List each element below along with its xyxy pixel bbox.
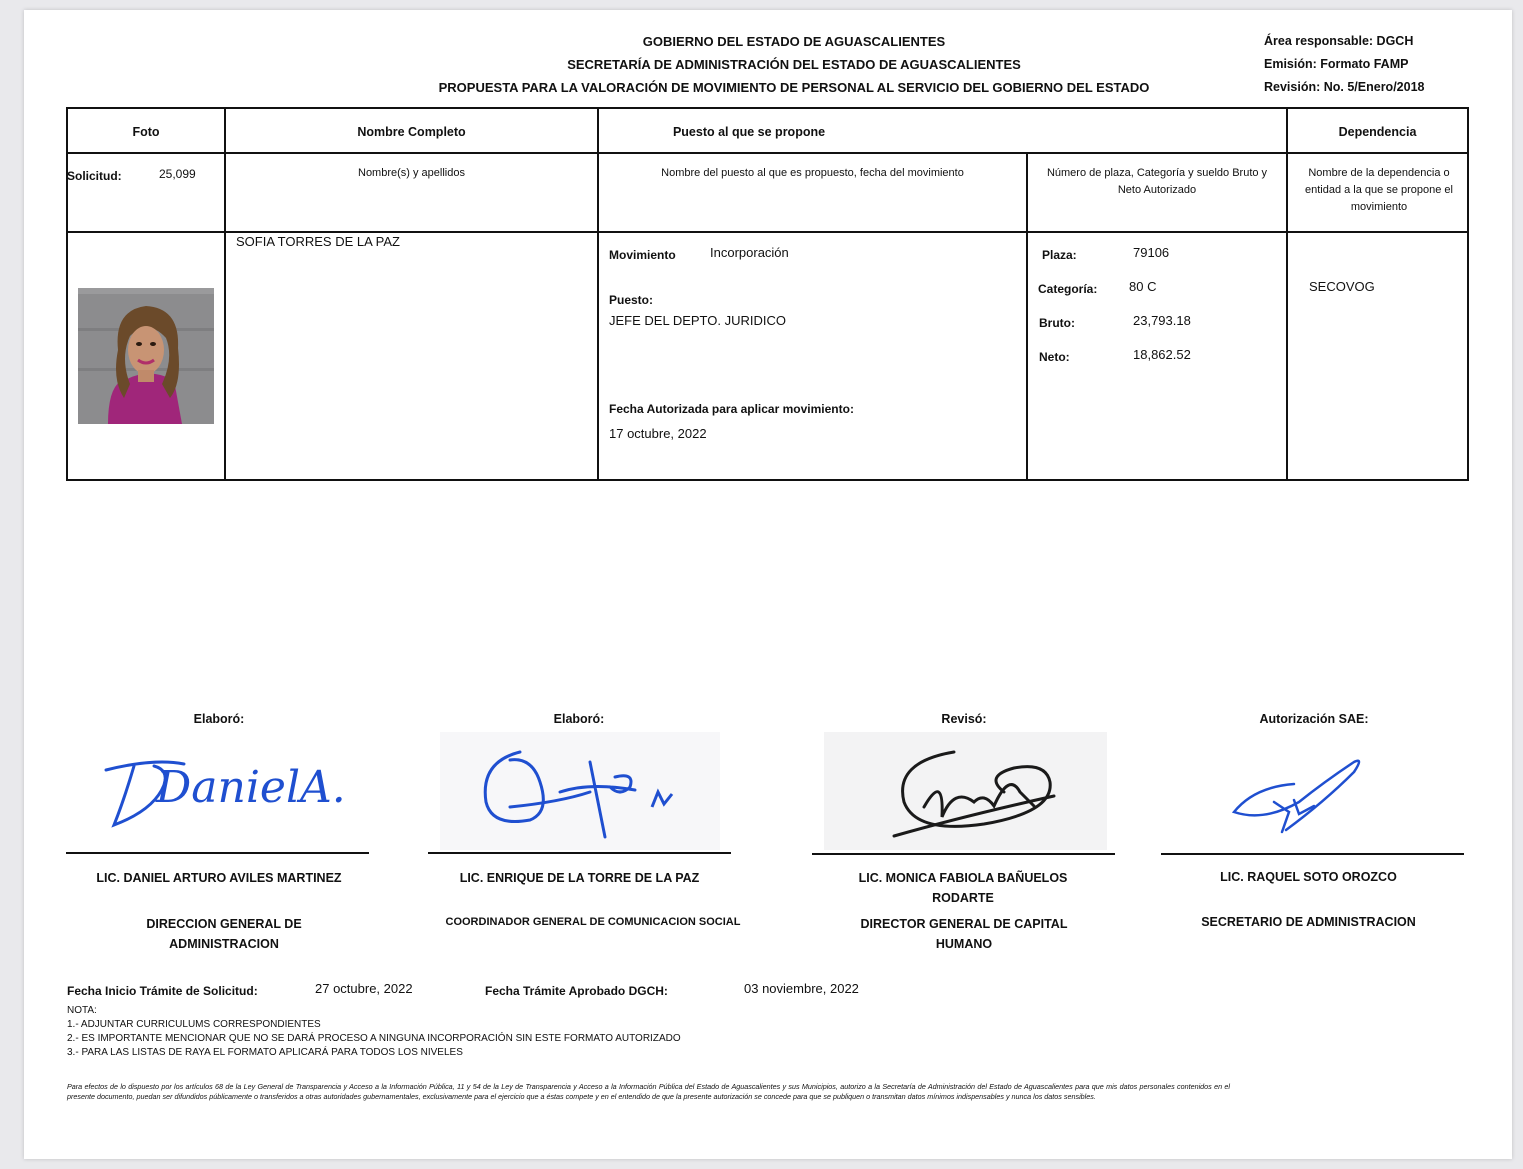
signature-3-role: DIRECTOR GENERAL DE CAPITAL HUMANO: [860, 917, 1068, 951]
bruto-label: Bruto:: [1039, 316, 1075, 330]
signature-2-name: LIC. ENRIQUE DE LA TORRE DE LA PAZ: [459, 871, 700, 885]
solicitud-label: Solicitud:: [67, 169, 122, 183]
signature-4-name: LIC. RAQUEL SOTO OROZCO: [1220, 870, 1397, 884]
fecha-aprobado-label: Fecha Trámite Aprobado DGCH:: [485, 984, 668, 998]
signature-4-role: SECRETARIO DE ADMINISTRACION: [1201, 915, 1416, 929]
dependencia-value: SECOVOG: [1309, 279, 1375, 294]
header-line-2: SECRETARÍA DE ADMINISTRACIÓN DEL ESTADO DE AGUASCALIENTES: [567, 57, 1021, 72]
header-emision: Emisión: Formato FAMP: [1264, 57, 1409, 71]
signature-1-title: Elaboró:: [193, 712, 245, 726]
nota-item: 3.- PARA LAS LISTAS DE RAYA EL FORMATO APLICARÁ PARA TODOS LOS NIVELES: [67, 1047, 463, 1058]
header-line-1: GOBIERNO DEL ESTADO DE AGUASCALIENTES: [642, 34, 946, 49]
header-revision: Revisión: No. 5/Enero/2018: [1264, 80, 1425, 94]
puesto-value: JEFE DEL DEPTO. JURIDICO: [609, 313, 786, 328]
nota-item: 2.- ES IMPORTANTE MENCIONAR QUE NO SE DARÁ PROCESO A NINGUNA INCORPORACIÓN SIN ESTE FORMATO AUTORIZADO: [67, 1033, 681, 1044]
categoria-label: Categoría:: [1038, 282, 1098, 296]
column-header-dependencia: Dependencia: [1338, 125, 1417, 139]
nota-title: NOTA:: [67, 1005, 97, 1016]
movimiento-label: Movimiento: [609, 248, 676, 262]
bruto-value: 23,793.18: [1133, 313, 1191, 328]
signature-1-role: DIRECCION GENERAL DE ADMINISTRACION: [146, 917, 302, 951]
signature-2-scrawl: [440, 732, 720, 850]
column-header-nombre: Nombre Completo: [357, 125, 466, 139]
fecha-aprobado-value: 03 noviembre, 2022: [744, 981, 859, 996]
puesto-label: Puesto:: [609, 293, 654, 307]
column-header-foto: Foto: [132, 125, 160, 139]
fecha-inicio-value: 27 octubre, 2022: [315, 981, 413, 996]
sub-header-plaza: Número de plaza, Categoría y sueldo Bruto y Neto Autorizado: [1046, 167, 1268, 196]
signature-3-title: Revisó:: [941, 712, 987, 726]
sub-header-nombre: Nombre(s) y apellidos: [358, 167, 465, 179]
document-page: [24, 10, 1512, 1159]
solicitud-value: 25,099: [159, 167, 196, 181]
employee-photo: [78, 288, 214, 424]
header-line-3: PROPUESTA PARA LA VALORACIÓN DE MOVIMIENTO DE PERSONAL AL SERVICIO DEL GOBIERNO DEL ESTADO: [438, 80, 1150, 95]
signature-4-scrawl: [1204, 742, 1404, 852]
signature-3-name: LIC. MONICA FABIOLA BAÑUELOS RODARTE: [858, 871, 1068, 905]
signature-1-scrawl: [94, 730, 354, 840]
plaza-value: 79106: [1133, 245, 1170, 260]
signature-2-role: COORDINADOR GENERAL DE COMUNICACION SOCIAL: [445, 916, 741, 928]
neto-value: 18,862.52: [1133, 347, 1191, 362]
sub-header-dependencia: Nombre de la dependencia o entidad a la que se propone el movimiento: [1304, 167, 1453, 213]
neto-label: Neto:: [1039, 350, 1070, 364]
notes-block: [67, 1004, 681, 1060]
legal-disclaimer: Para efectos de lo dispuesto por los artículos 68 de la Ley General de Transparencia y Acceso a la Información Pública, 11 y 54 de la Ley de Transparencia y Acceso a la Información Pública del Estado de Aguascalientes y sus Municipios, autorizo a la Secretaría de Administración del Estado de Aguascalientes para que mis datos personales contenidos en el presente documento, puedan ser difundidos públicamente o transferidos a otras autoridades gubernamentales, exclusivamente para el ejercicio que a éstas compete y en el entendido de que la presente autorización se concede para que se publiquen o transmitan datos mínimos indispensables y nunca los datos sensibles.: [67, 1082, 1230, 1101]
fecha-autorizada-label: Fecha Autorizada para aplicar movimiento:: [609, 402, 854, 416]
fecha-inicio-label: Fecha Inicio Trámite de Solicitud:: [67, 984, 258, 998]
signature-1-name: LIC. DANIEL ARTURO AVILES MARTINEZ: [96, 871, 342, 885]
signature-3-scrawl: [824, 732, 1107, 850]
movimiento-value: Incorporación: [710, 245, 789, 260]
column-header-puesto: Puesto al que se propone: [672, 125, 826, 139]
employee-name: SOFIA TORRES DE LA PAZ: [236, 234, 400, 249]
fecha-autorizada-value: 17 octubre, 2022: [609, 426, 707, 441]
categoria-value: 80 C: [1129, 279, 1157, 294]
sub-header-puesto: Nombre del puesto al que es propuesto, fecha del movimiento: [661, 167, 964, 179]
plaza-label: Plaza:: [1042, 248, 1077, 262]
signature-4-title: Autorización SAE:: [1259, 712, 1369, 726]
header-area: Área responsable: DGCH: [1264, 34, 1414, 48]
nota-item: 1.- ADJUNTAR CURRICULUMS CORRESPONDIENTES: [67, 1019, 321, 1030]
svg-text:DanielA.: DanielA.: [156, 762, 346, 813]
signature-2-title: Elaboró:: [553, 712, 605, 726]
